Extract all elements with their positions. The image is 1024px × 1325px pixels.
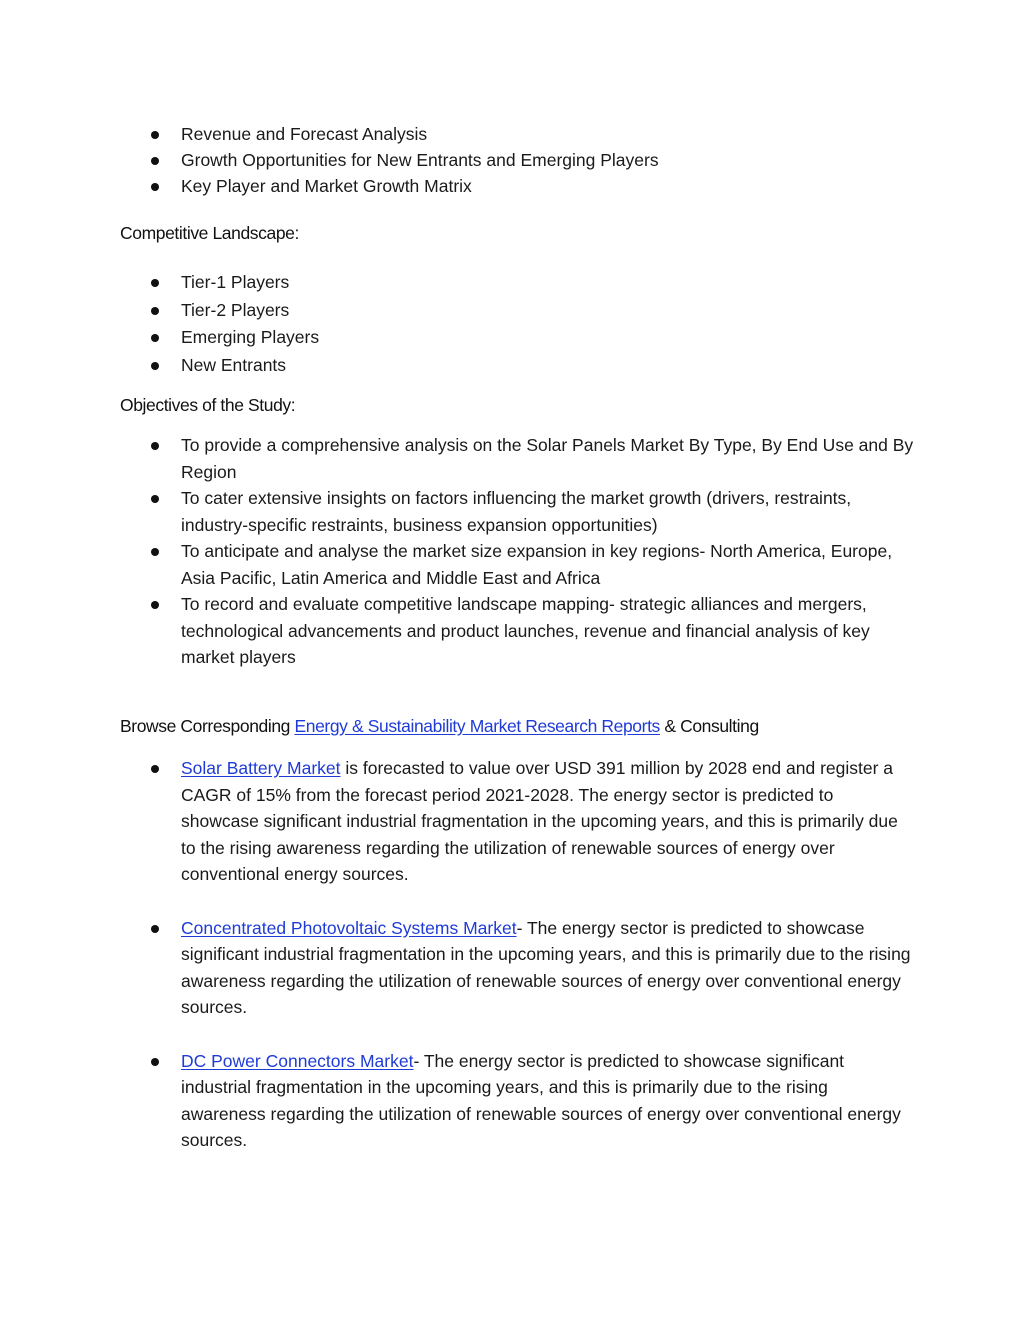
list-item-text: - The energy sector is predicted to showcase significant industrial fragmentation in the upcoming years, and this is primarily due to the rising awareness regarding the utilization of renewable sources of energy over conventional energy sources. [181, 917, 911, 1017]
list-item: Key Player and Market Growth Matrix [0, 173, 1024, 199]
list-item [0, 755, 1024, 888]
list-item: Tier-2 Players [0, 297, 1024, 325]
list-item: To provide a comprehensive analysis on the Solar Panels Market By Type, By End Use and By Region [0, 432, 1024, 485]
competitive-landscape-list-block [0, 269, 1024, 379]
concentrated-photovoltaic-systems-market-link[interactable]: Concentrated Photovoltaic Systems Market [181, 917, 517, 938]
objectives-list-block [0, 432, 1024, 671]
objectives-heading: Objectives of the Study: [120, 395, 296, 415]
list-item: Growth Opportunities for New Entrants and Emerging Players [0, 147, 1024, 173]
list-item: Tier-1 Players [0, 269, 1024, 297]
report-coverage-list-block [0, 121, 1024, 199]
energy-sustainability-reports-link[interactable]: Energy & Sustainability Market Research Reports [294, 716, 660, 736]
objectives-list [0, 432, 1024, 671]
competitive-landscape-heading: Competitive Landscape: [120, 223, 299, 243]
list-item-text: is forecasted to value over USD 391 million by 2028 end and register a CAGR of 15% from the forecast period 2021-2028. The energy sector is predicted to showcase significant industrial fragmentation in the upcoming years, and this is primarily due to the rising awareness regarding the utilization of renewable sources of energy over conventional energy sources. [181, 758, 898, 884]
list-item: Revenue and Forecast Analysis [0, 121, 1024, 147]
related-reports-list [0, 755, 1024, 1154]
list-item: New Entrants [0, 352, 1024, 380]
list-item: To record and evaluate competitive landscape mapping- strategic alliances and mergers, technological advancements and product launches, revenue and financial analysis of key market players [0, 591, 1024, 671]
dc-power-connectors-market-link[interactable]: DC Power Connectors Market [181, 1050, 414, 1071]
list-item: To cater extensive insights on factors influencing the market growth (drivers, restraints, industry-specific restraints, business expansion opportunities) [0, 485, 1024, 538]
browse-heading-suffix: & Consulting [659, 716, 759, 736]
list-item [0, 1048, 1024, 1154]
list-item-text: - The energy sector is predicted to showcase significant industrial fragmentation in the upcoming years, and this is primarily due to the rising awareness regarding the utilization of renewable sources of energy over conventional energy sources. [181, 1050, 901, 1150]
report-coverage-list [0, 121, 1024, 199]
solar-battery-market-link[interactable]: Solar Battery Market [181, 758, 341, 778]
list-item: Emerging Players [0, 324, 1024, 352]
browse-heading-prefix: Browse Corresponding [120, 716, 295, 736]
list-item [0, 915, 1024, 1021]
browse-heading [120, 714, 759, 738]
list-item: To anticipate and analyse the market size expansion in key regions- North America, Europe, Asia Pacific, Latin America and Middle East and Africa [0, 538, 1024, 591]
related-reports-list-block [0, 755, 1024, 1154]
competitive-landscape-list [0, 269, 1024, 379]
